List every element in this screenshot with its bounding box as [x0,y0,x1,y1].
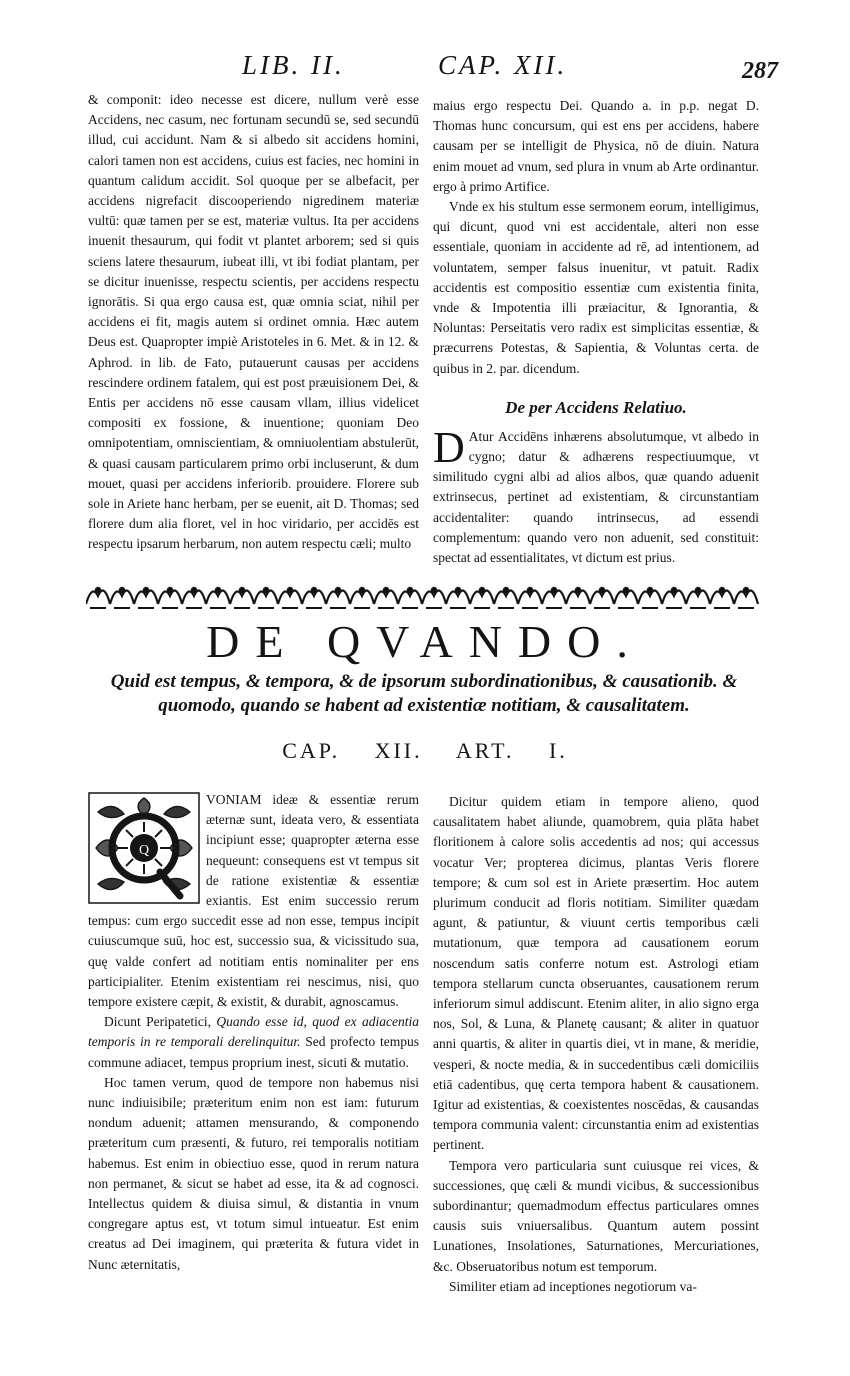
paragraph-text: Sed profecto tempus commune adiacet, tempus proprium inest, sicuti & mutatio. [88,1034,419,1070]
ornamental-initial-icon [88,792,200,904]
quoted-definition: Quando esse id, quod ex adiacentia temporis in re temporali derelinquitur. [88,1014,419,1050]
top-right-column [433,96,759,568]
page-number: 287 [742,58,778,84]
running-head-chapter: CAP. XII. [438,50,568,80]
section-title: De per Accidens Relatiuo. [505,397,687,417]
paragraph: VONIAM ideæ & essentiæ rerum æternæ sunt, ideata vero, & essentiata incipiunt esse; quapropter æterna esse nequeunt: consequens est vt tempus sit de ratione existentiæ & essentiæ exiantis. Est enim successio rerum tempus: cum ergo succedit esse ad non esse, tempus incipit cuiuscumque suū, hoc est, successio sua, & vicissitudo sua, quę valde confert ad notitiam entis nominaliter per ens participialiter. Etenim existentiam rei nescimus, nisi, quo tempore existere cæpit, & existit, & durabit, agnoscamus. [88,792,419,1010]
paragraph: Vnde ex his stultum esse sermonem eorum, intelligimus, qui dicunt, quod vni est accidentale, alteri non esse essentiale, quoniam in accidente ad rē, ad intentionem, ad voluntatem, semper falsus inuenitur, vt patuit. Radix accidentis est compositio essentiæ cum existentia finita, vnde & Impotentia illi præiacitur, & Ignorantia, & Noluntas: Perseitatis vero radix est simplicitas essentiæ, & præcurrens Potestas, & Sapientia, & Voluntas certa. de quibus in 2. par. dicendum. [433,199,759,376]
chapter-article-heading: CAP. XII. ART. I. [282,738,568,763]
paragraph: Hoc tamen verum, quod de tempore non habemus nisi nunc indiuisibile; præteritum enim non est iam: futurum nondum aduenit; attamen mensurando, & componendo præteritum cum præsenti, & futuro, rei temporalis notitiam habemus. Est enim in obiectiuo esse, quod in rerum natura non permanet, & sicut se habet ad esse, ita & ad cognosci. Intellectus quidem & diuisa simul, & distantia in vnum congregare aptus est, vt totum simul intueatur. Est enim creatus ad Dei imaginem, qui præterita & futura videt in Nunc æternitatis, [88,1074,419,1272]
paragraph: Similiter etiam ad inceptiones negotiorum va- [449,1278,697,1294]
initial-letter: Q [138,843,150,858]
ornamental-initial [88,792,200,904]
fleuron-border [86,578,760,612]
paragraph: maius ergo respectu Dei. Quando a. in p.p. negat D. Thomas hunc concursum, qui est ens per accidens, habere causam per se intelligit de Physica, nō de diuin. Natura enim mouet ad vnum, sed plura in vnum ab Arte ordinantur. ergo à primo Artifice. [433,98,759,194]
running-head-book: LIB. II. [242,50,345,80]
paragraph-text: Dicunt Peripatetici, [104,1014,217,1030]
top-left-column [88,90,419,555]
paragraph: & componit: ideo necesse est dicere, nullum verè esse Accidens, nec casum, nec fortunam secundū se, sed secundū illud, cui accidunt. Nam & si albedo sit accidens homini, calori tamen non est accidens, cuius est facies, nec homini in quantum calidum accidit. Sol quoque per se albefacit, per accidens nigrefacit discooperiendo nigredinem materiæ vultū: quæ tamen per se est, materiæ vultus. Ita per accidens inuenit thesaurum, qui fodit vt plantet arborem; sed si quis sciens latere thesaurum, iubeat illi, vt ibi fodiat plantam, per se dicitur inuenisse, respectu scientis, per accidens respectu ignorātis. Si qua ergo causa est, quæ omnia sciat, nihil per accidens ei fit, magis autem si ordinet omnia. Hæc autem Deus est. Quapropter impiè Aristoteles in 6. Met. & in 12. & Aphrod. in lib. de Fato, putauerunt causas per accidens rescindere ordinem fatalem, qui est post præuisionem Dei, & Entis per accidens nō esse causam vllam, illius videlicet compositi ex fossione, & inuentione; quoniam Deo omnipotentiam, omniscientiam, & omniuolentiam abstulerūt, & quasi causam particularem primo orbi incluserunt, & dum mouet, quasi per accidens inferiorib. prouidere. Florere sub sole in Ariete hanc herbam, per se euenit, ait D. Thomas; sed florere dum alia floret, vel in hoc viridario, per accidēs est respectu ipsarum herbarum, non autem respectu cæli; multo [88,92,419,552]
drop-cap-letter: D [433,422,465,472]
paragraph [433,422,759,568]
bottom-left-column [88,790,419,1275]
chapter-subtitle: Quid est tempus, & tempora, & de ipsorum subordinationibus, & causationib. & quomodo, quando se habent ad existentiæ notitiam, & causalitatem. [110,671,738,716]
paragraph: Dicitur quidem etiam in tempore alieno, quod causalitatem habet aliunde, quamobrem, quia plāta habet floritionem à calore solis accedentis ad nos; qui accessus vocatur Ver; propterea dicimus, plantas Veris florere tempore; & cum sol est in Ariete præsertim. Hoc autem plurimum conducit ad floris notitiam. Similiter quædam agunt, & patiuntur, & viuunt certis temporibus cæli mutationum, quæ tempora ad causationem eorum noscendum satis conferre notum est. Astrologi etiam tempora stellarum cuncta obseruantes, causationem rerum inferiorum simul addiscunt. Etenim aliter, in alio signo erga nos, Sol, & Luna, & Planetę causant; & aliter in quatuor anni quartis, & aliter in quartis diei, vt in mane, & meridie, vesperi, & nocte media, & in succedentibus cæli domiciliis etiā cadentibus, quę certa tempora habent & causationem. Igitur ad existentias, & coexistentes noscēdas, & causandas tempora communia valent: circunstantia enim ad existentias pertinent. [433,794,759,1153]
main-title: DE QVANDO. [206,616,644,667]
paragraph: Tempora vero particularia sunt cuiusque rei vices, & successiones, quę cæli & mundi vicibus, & successionibus subordinantur; quemadmodum effectus particulares omnes causis suis vniuersalibus. Quantum autem possint Lunationes, Insolationes, Saturnationes, Mercuriationes, &c. Obseruatoribus notum est temporum. [433,1157,759,1274]
paragraph-text: Atur Accidēns inhærens absolutumque, vt albedo in cygno; datur & adhærens respectiuumque, vt similitudo cygni albi ad alios albos, quæ quando aduenit extrinsecus, pertinet ad existentiam, & circunstantiam accidentaliter: quando intrinsecus, ad essendi complementum: quando vero non aduenit, sed constituit: spectat ad essentialitates, vt dictum est prius. [433,428,759,566]
paragraph [88,1012,419,1073]
bottom-right-column [433,792,759,1297]
